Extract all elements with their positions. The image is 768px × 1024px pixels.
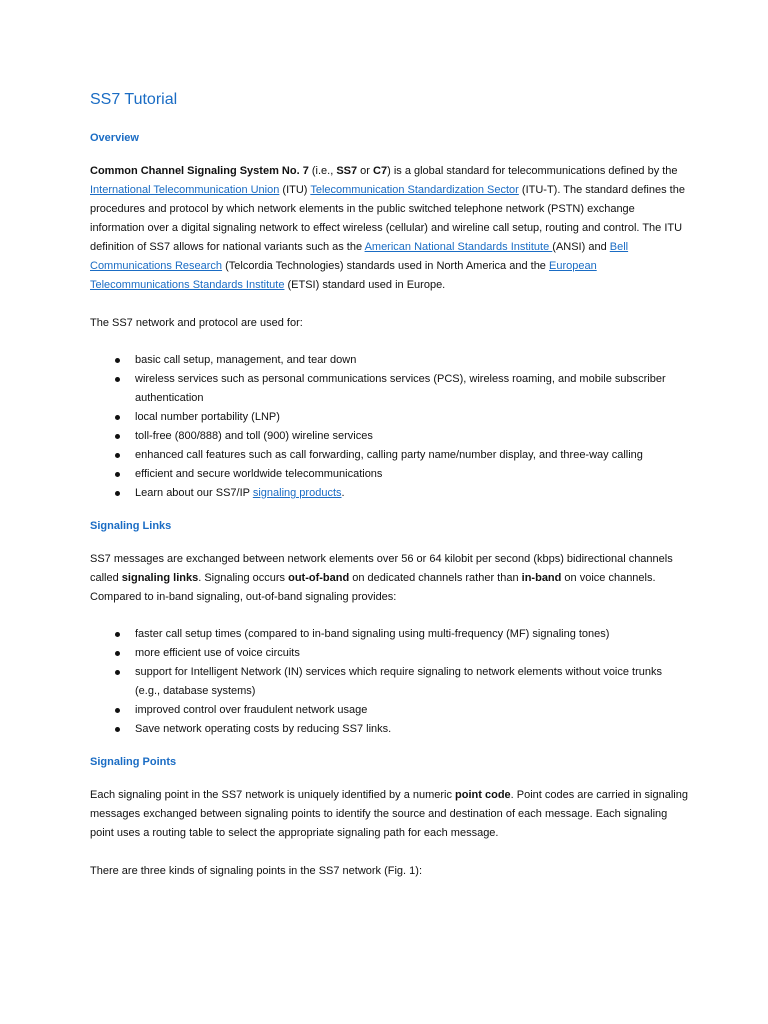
signaling-links-paragraph: SS7 messages are exchanged between network elements over 56 or 64 kilobit per second (kbps) bidirectional channels called signaling links. Signaling occurs out-of-band on dedicated channels rather than in-band on voice channels. Compared to in-band signaling, out-of-band signaling provides: [90,553,673,603]
document-page [90,86,690,900]
list-item: more efficient use of voice circuits [135,644,690,663]
itu-link[interactable]: International Telecommunication Union [90,184,280,196]
signaling-points-paragraph: Each signaling point in the SS7 network is uniquely identified by a numeric point code. Point codes are carried in signaling messages exchanged between signaling points to identify the source and destination of each message. Each signaling point uses a routing table to select the appropriate signaling path for each message. [90,789,688,839]
itu-t-link[interactable]: Telecommunication Standardization Sector [310,184,519,196]
uses-list [90,351,690,503]
signaling-links-heading: Signaling Links [90,520,172,532]
list-item: Learn about our SS7/IP signaling products. [135,484,690,503]
list-item: toll-free (800/888) and toll (900) wireline services [135,427,690,446]
list-item: efficient and secure worldwide telecommunications [135,465,690,484]
ansi-link[interactable]: American National Standards Institute [364,241,553,253]
page-title: SS7 Tutorial [90,91,178,108]
bell-link[interactable]: Bell Communications Research [90,241,629,272]
overview-heading: Overview [90,132,139,144]
etsi-link[interactable]: European Telecommunications Standards Institute [90,260,597,291]
list-item: basic call setup, management, and tear down [135,351,690,370]
list-item: enhanced call features such as call forwarding, calling party name/number display, and three-way calling [135,446,690,465]
list-item: support for Intelligent Network (IN) services which require signaling to network elements without voice trunks (e.g., database systems) [135,663,690,701]
list-item: wireless services such as personal communications services (PCS), wireless roaming, and mobile subscriber authentication [135,370,690,408]
ss7-term: Common Channel Signaling System No. 7 [90,165,309,177]
benefits-list [90,625,690,739]
list-item: Save network operating costs by reducing SS7 links. [135,720,690,739]
uses-intro: The SS7 network and protocol are used for: [90,317,303,329]
list-item: improved control over fraudulent network usage [135,701,690,720]
signaling-points-heading: Signaling Points [90,756,177,768]
signaling-points-kinds: There are three kinds of signaling points in the SS7 network (Fig. 1): [90,865,423,877]
overview-paragraph: Common Channel Signaling System No. 7 (i.e., SS7 or C7) is a global standard for telecommunications defined by the International Telecommunication Union (ITU) Telecommunication Standardization Sector (ITU-T). The standard defines the procedures and protocol by which network elements in the public switched telephone network (PSTN) exchange information over a digital signaling network to effect wireless (cellular) and wireline call setup, routing and control. The ITU definition of SS7 allows for national variants such as the American National Standards Institute (ANSI) and Bell Communications Research (Telcordia Technologies) standards used in North America and the European Telecommunications Standards Institute (ETSI) standard used in Europe. [90,165,685,291]
signaling-products-link[interactable]: signaling products [252,487,342,499]
list-item: local number portability (LNP) [135,408,690,427]
list-item: faster call setup times (compared to in-band signaling using multi-frequency (MF) signaling tones) [135,625,690,644]
